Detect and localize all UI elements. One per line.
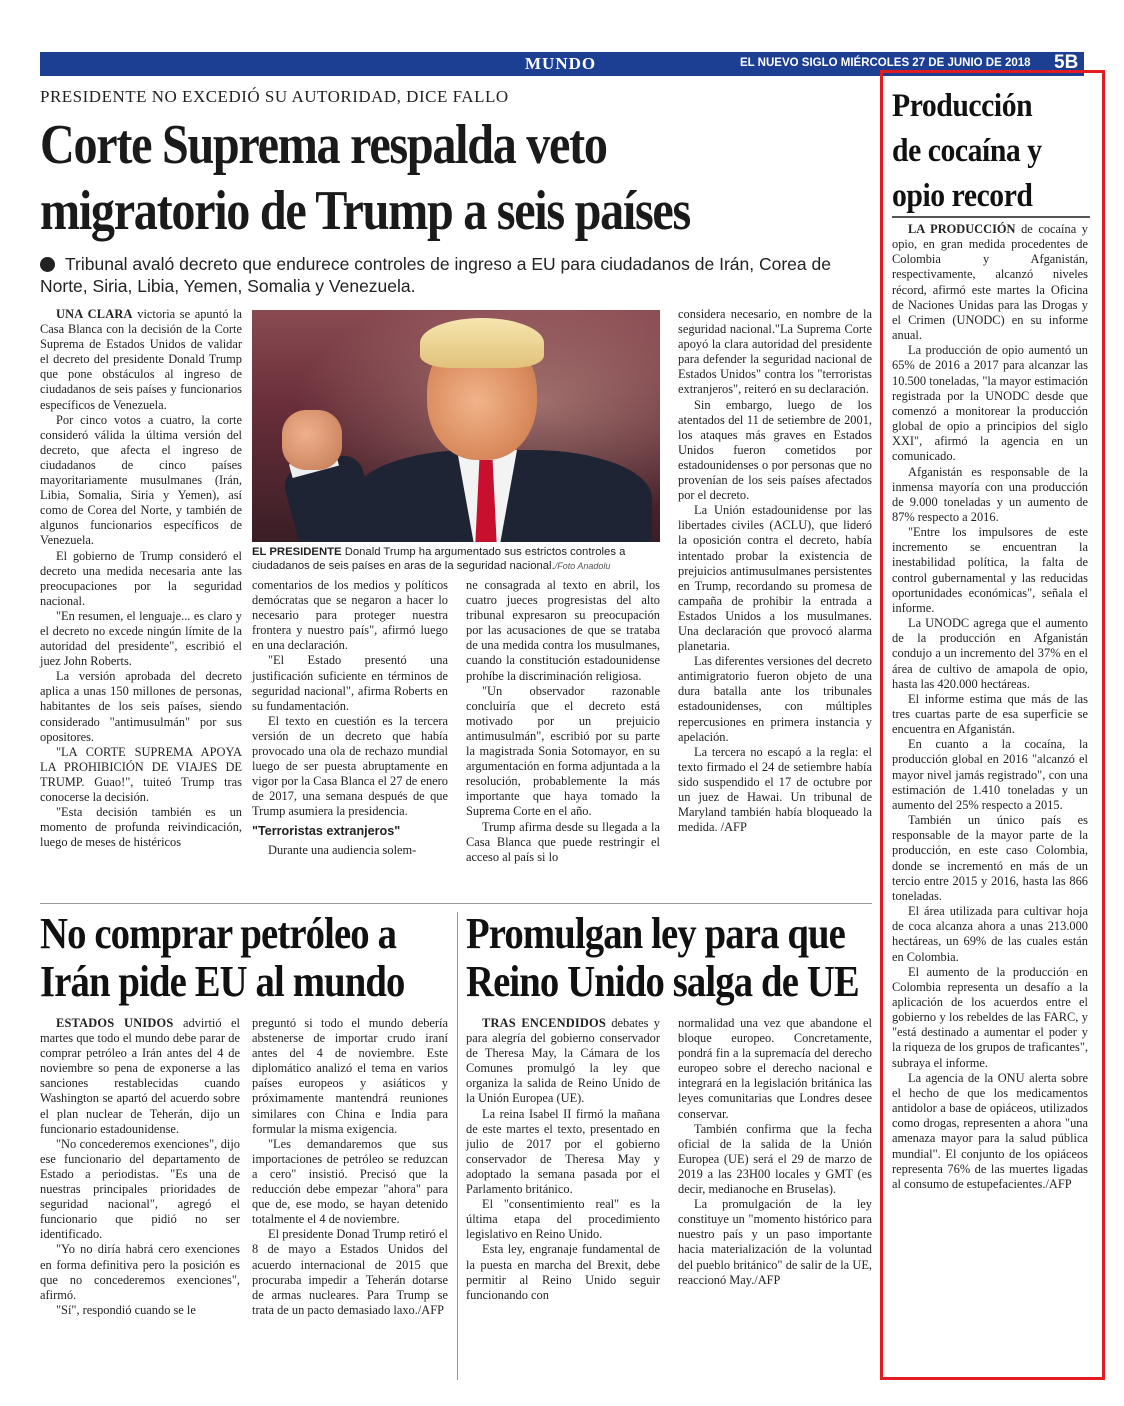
main-subhead: "Terroristas extranjeros": [252, 823, 401, 838]
brexit-col2-p3: La promulgación de la ley constituye un "momento histórico para nuestro país y un paso importante hacia materialización de la voluntad del pueblo británico" de salir de la UE, reaccionó May./AFP: [678, 1197, 872, 1287]
main-headline: [40, 112, 754, 244]
main-column-3: [466, 578, 660, 865]
main-column-2: [252, 578, 448, 858]
sidebar-p8: También un único país es responsable de la mayor parte de la producción, en este caso Colombia, donde se incrementó en más de un tercio entre 2015 y 2016, hasta las 866 toneladas.: [892, 813, 1088, 903]
sidebar-p11: La agencia de la ONU alerta sobre el hecho de que los medicamentos antidolor a base de opiáceos, utilizados como drogas, representen a ahora "una amenaza mayor para la salud pública mundial". El conjunto de los opiáceos representa 76% de las muertes ligadas al consumo de estupefacientes./AFP: [892, 1070, 1088, 1191]
main-col1-p6: "LA CORTE SUPREMA APOYA LA PROHIBICIÓN DE VIAJES DE TRUMP. Guao!", tuiteó Trump tras conocerse la decisión.: [40, 744, 242, 804]
iran-col2-p3: El presidente Donad Trump retiró el 8 de mayo a Estados Unidos del acuerdo internacional de 2015 que procuraba impedir a Teherán dotarse de armas nucleares. Para Trump se trata de un pacto demasiado laxo./AFP: [252, 1227, 448, 1317]
main-headline-line1: Corte Suprema respalda veto: [40, 114, 607, 176]
main-deck: [40, 253, 880, 297]
sidebar-p5: La UNODC agrega que el aumento de la producción en Afganistán condujo a un incremento del 37% en el área de cultivo de amapola de opio, hasta las 420.000 hectáreas.: [892, 616, 1088, 691]
main-col3-p1: ne consagrada al texto en abril, los cuatro jueces progresistas del alto tribunal expresaron su preocupación por las acusaciones de que se trataba de una medida contra los musulmanes, cuando la constitución estadounidense prohíbe la discriminación religiosa.: [466, 578, 660, 683]
sidebar-rule: [892, 216, 1090, 218]
iran-headline-line1: No comprar petróleo a: [40, 909, 397, 958]
sidebar-p7: En cuanto a la cocaína, la producción global en 2016 "alcanzó el mayor nivel jamás registrado", con una estimación de 1.410 toneladas y un aumento del 25% respecto a 2015.: [892, 737, 1088, 812]
sidebar-p6: El informe estima que más de las tres cuartas parte de esa superficie se encuentra en Afganistán.: [892, 691, 1088, 737]
brexit-col1-p1: debates y para alegría del gobierno conservador de Theresa May, la Cámara de los Comunes promulgó la ley que organiza la salida de Reino Unido de la Unión Europea (UE).: [466, 1016, 660, 1106]
main-col1-p7: "Esta decisión también es un momento de profunda reivindicación, luego de meses de histéricos: [40, 805, 242, 850]
main-col2-p3: El texto en cuestión es la tercera versión de un decreto que había provocado una ola de rechazo mundial luego de ser puesta abruptamente en vigor por la Casa Blanca el 27 de enero de 2017, una semana después de que Trump asumiera la presidencia.: [252, 713, 448, 819]
photo-caption: [252, 545, 662, 573]
main-column-1: [40, 307, 242, 850]
iran-column-1: [40, 1016, 240, 1318]
page-number: 5B: [1054, 52, 1079, 73]
main-deck-text: Tribunal avaló decreto que endurece controles de ingreso a EU para ciudadanos de Irán, Corea de Norte, Siria, Libia, Yemen, Somalia y Venezuela.: [40, 254, 831, 296]
sidebar-headline-line2: de cocaína y: [892, 133, 1042, 169]
iran-headline-line2: Irán pide EU al mundo: [40, 957, 405, 1006]
caption-lead: EL PRESIDENTE: [252, 546, 342, 558]
main-col3-p2: "Un observador razonable concluiría que el decreto está motivado por un prejuicio antimusulmán", escribió por su parte la magistrada Sonia Sotomayor, en su argumentación en forma adjuntada a la resolución, probablemente la más importante que haya tomado la Suprema Corte en el año.: [466, 683, 660, 819]
newspaper-date: EL NUEVO SIGLO MIÉRCOLES 27 DE JUNIO DE 2018: [740, 57, 1031, 69]
iran-col2-p2: "Les demandaremos que sus importaciones de petróleo se reduzcan a cero" insistió. Precisó que la reducción debe empezar "ahora" para que de, ese modo, se hayan detenido totalmente el 4 de noviembre.: [252, 1136, 448, 1227]
iran-headline: [40, 910, 405, 1006]
sidebar-p1: de cocaína y opio, en gran medida procedentes de Colombia y Afganistán, respectivamente, alcanzó niveles récord, afirmó este martes la Oficina de Naciones Unidas para las Drogas y el Crimen (UNODC) en su informe anual.: [892, 222, 1088, 343]
photo-credit: /Foto Anadolu: [554, 561, 611, 571]
main-kicker: PRESIDENTE NO EXCEDIÓ SU AUTORIDAD, DICE FALLO: [40, 87, 509, 106]
sidebar-body: [892, 222, 1088, 1192]
trump-photo: [252, 310, 660, 542]
brexit-col1-p2: La reina Isabel II firmó la mañana de este martes el texto, presentado en julio de 2017 por el gobierno conservador de Theresa May y adoptado la semana pasada por el Parlamento británico.: [466, 1106, 660, 1197]
sidebar-headline-line1: Producción: [892, 88, 1033, 124]
column-divider: [457, 912, 458, 1380]
iran-col1-p3: "Yo no diría habrá cero exenciones en forma definitiva pero la posición es que no concederemos exenciones", afirmó.: [40, 1242, 240, 1302]
brexit-headline-line1: Promulgan ley para que: [466, 909, 845, 958]
main-lead-caps: UNA CLARA: [56, 307, 133, 321]
main-col4-p1: considera necesario, en nombre de la seguridad nacional."La Suprema Corte apoyó la clara autoridad del presidente para defender la seguridad nacional de Estados Unidos" contra los "terroristas extranjeros", reiteró en su declaración.: [678, 307, 872, 397]
main-col2-p4: Durante una audiencia solem-: [268, 842, 417, 857]
iran-col1-p1: advirtió el martes que todo el mundo debe parar de comprar petróleo a Irán antes del 4 de noviembre so pena de exponerse a las sanciones restablecidas cuando Washington se apartó del acuerdo sobre el plan nuclear de Teherán, dijo un funcionario estadounidense.: [40, 1016, 240, 1136]
main-col1-p4: "En resumen, el lenguaje... es claro y el decreto no excede ningún límite de la autoridad del presidente", escribió el juez John Roberts.: [40, 608, 242, 669]
main-col4-p5: La tercera no escapó a la regla: el texto firmado el 24 de setiembre había sido suspendido el 17 de octubre por un juez de Hawai. Un tribunal de Maryland también había bloqueado la medida. /AFP: [678, 744, 872, 835]
sidebar-p4: "Entre los impulsores de este incremento se encuentran la inestabilidad política, la falta de control gubernamental y las reducidas oportunidades económicas", señala el informe.: [892, 525, 1088, 615]
caption-text: Donald Trump ha argumentado sus estrictos controles a ciudadanos de seis países en aras de la seguridad nacional.: [252, 546, 626, 572]
sidebar-lead-caps: LA PRODUCCIÓN: [908, 222, 1016, 236]
main-col4-p2: Sin embargo, luego de los atentados del 11 de setiembre de 2001, los ataques más graves en Estados Unidos fueron cometidos por estadounidenses o por personas que no provenían de los seis países afectados por el decreto.: [678, 397, 872, 503]
sidebar-headline: [892, 84, 1072, 219]
brexit-col1-p4: Esta ley, engranaje fundamental de la puesta en marcha del Brexit, debe permitir al Reino Unido seguir funcionando con: [466, 1242, 660, 1302]
brexit-headline: [466, 910, 859, 1006]
sidebar-p10: El aumento de la producción en Colombia representa un desafío a la aplicación de los acuerdos entre el gobierno y los rebeldes de las FARC, y "está destinado a aumentar el poder y la riqueza de los grupos de traficantes", subraya el informe.: [892, 964, 1088, 1070]
brexit-col1-p3: El "consentimiento real" es la última etapa del procedimiento legislativo en Reino Unido.: [466, 1197, 660, 1242]
iran-lead-caps: ESTADOS UNIDOS: [56, 1016, 174, 1030]
brexit-headline-line2: Reino Unido salga de UE: [466, 957, 859, 1006]
main-col1-p1: victoria se apuntó la Casa Blanca con la decisión de la Corte Suprema de Estados Unidos de validar el decreto del presidente Donald Trump que pone obstáculos al ingreso de ciudadanos de seis países y funcionarios específicos de Venezuela.: [40, 307, 243, 412]
main-headline-line2: migratorio de Trump a seis países: [40, 180, 690, 242]
iran-column-2: [252, 1016, 448, 1318]
main-col4-p3: La Unión estadounidense por las libertades civiles (ACLU), que lideró la oposición contra el decreto, había intentado probar la existencia de prejuicios antimusulmanes persistentes en Trump, recordando su promesa de campaña de prohibir la entrada a Estados Unidos a los musulmanes. Una declaración que provocó alarma planetaria.: [678, 503, 872, 654]
brexit-column-2: [678, 1016, 872, 1288]
main-col2-p1: comentarios de los medios y políticos demócratas que se negaron a hacer lo necesario para proteger nuestra frontera y nuestro país", afirmó luego en una declaración.: [252, 578, 448, 653]
main-col3-p3: Trump afirma desde su llegada a la Casa Blanca que puede restringir el acceso al país si lo: [466, 819, 660, 864]
sidebar-p9: El área utilizada para cultivar hoja de coca alcanza ahora a unas 213.000 hectáreas, un 69% de las cuales están en Colombia.: [892, 904, 1088, 964]
main-column-4: [678, 307, 872, 835]
main-col1-p5: La versión aprobada del decreto aplica a unas 150 millones de personas, habitantes de los seis países, siendo considerado "antimusulmán" por sus opositores.: [40, 669, 242, 744]
iran-col2-p1: preguntó si todo el mundo debería abstenerse de importar crudo iraní antes del 4 de noviembre. Este diplomático analizó el tema en varios países europeos y asiáticos y próximamente mantendrá reuniones similares con China e India para formular la misma exigencia.: [252, 1016, 448, 1136]
iran-col1-p2: "No concederemos exenciones", dijo ese funcionario del departamento de Estado a periodistas. "Es una de nuestras principales prioridades de seguridad nacional", agregó el funcionario que pidió no ser identificado.: [40, 1136, 240, 1242]
section-divider: [40, 903, 872, 904]
main-col1-p3: El gobierno de Trump consideró el decreto una medida necesaria ante las preocupaciones por la seguridad nacional.: [40, 548, 242, 608]
main-col4-p4: Las diferentes versiones del decreto antimigratorio fueron objeto de una dura batalla ante los tribunales estadounidenses, con múltiples repercusiones en primera instancia y apelación.: [678, 654, 872, 744]
section-name: MUNDO: [525, 54, 597, 73]
sidebar-headline-line3: opio record: [892, 178, 1033, 214]
bullet-icon: [40, 257, 55, 272]
sidebar-p3: Afganistán es responsable de la inmensa mayoría con una producción de 9.000 toneladas y un aumento de 87% respecto a 2016.: [892, 464, 1088, 524]
brexit-lead-caps: TRAS ENCENDIDOS: [482, 1016, 606, 1030]
brexit-col2-p2: También confirma que la fecha oficial de la salida de la Unión Europea (UE) será el 29 de marzo de 2019 a las 23H00 locales y GMT (es decir, medianoche en Bruselas).: [678, 1121, 872, 1197]
main-col1-p2: Por cinco votos a cuatro, la corte consideró válida la última versión del decreto, que afecta el ingreso de ciudadanos de cinco países mayoritariamente musulmanes (Irán, Libia, Somalia, Siria y Yemen), así como de Corea del Norte, y también de algunos funcionarios específicos de Venezuela.: [40, 412, 242, 548]
iran-col1-p4: "Sí", respondió cuando se le: [56, 1302, 196, 1317]
brexit-column-1: [466, 1016, 660, 1303]
main-col2-p2: "El Estado presentó una justificación suficiente en términos de seguridad nacional", afirma Roberts en su fundamentación.: [252, 653, 448, 713]
brexit-col2-p1: normalidad una vez que abandone el bloque europeo. Concretamente, pondrá fin a la supremacía del derecho europeo sobre el derecho nacional e integrará en la legislación británica las leyes comunitarias que Londres desee conservar.: [678, 1016, 872, 1121]
sidebar-p2: La producción de opio aumentó un 65% de 2016 a 2017 para alcanzar las 10.500 toneladas, "la mayor estimación registrada por la UNODC desde que comenzó a monitorear la producción global de opio a principios del siglo XXI", afirmó la agencia en un comunicado.: [892, 343, 1088, 464]
